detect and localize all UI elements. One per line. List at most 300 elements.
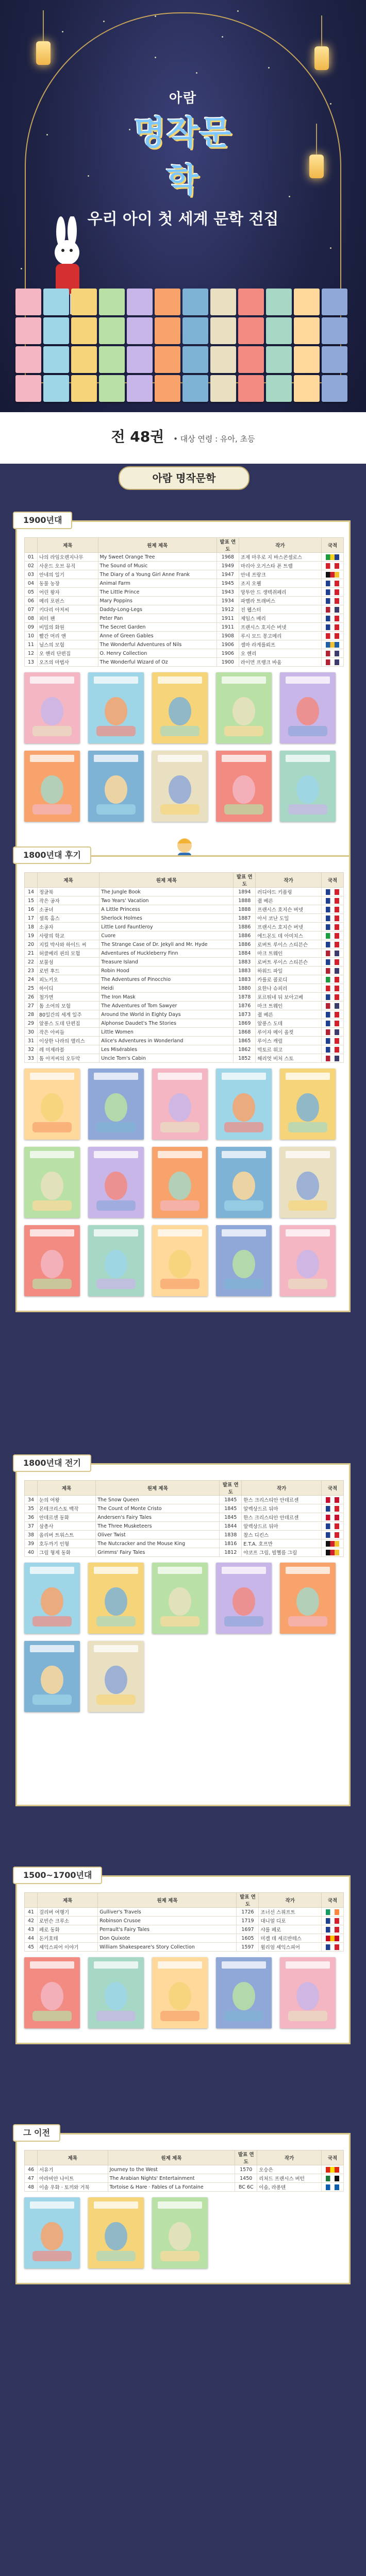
nationality (322, 1934, 344, 1943)
author: 조제 마우로 지 바스콘셀로스 (239, 553, 321, 562)
book-cover-thumbnail (155, 346, 180, 373)
flag-icon (326, 1038, 339, 1044)
original-title: Journey to the West (108, 2165, 235, 2174)
flag-icon (326, 907, 339, 912)
book-number: 28 (25, 1010, 38, 1019)
nationality (322, 984, 344, 993)
logo-text: 명작문학 (134, 114, 232, 200)
publication-year: 1845 (220, 1513, 242, 1522)
era-section-title: 1900년대 (13, 512, 72, 529)
author: 라이먼 프랭크 바움 (239, 658, 321, 667)
nationality (322, 1522, 344, 1531)
book-cover (24, 751, 80, 822)
flag-icon (326, 1056, 339, 1061)
publication-year: 1883 (234, 975, 256, 984)
book-title: 걸리버 여행기 (38, 1908, 98, 1917)
nationality (322, 658, 344, 667)
book-title: 키다리 아저씨 (38, 605, 98, 614)
book-cover-thumbnail (155, 317, 180, 344)
book-number: 45 (25, 1943, 38, 1952)
publication-year: 1911 (217, 614, 239, 623)
original-title: Robin Hood (99, 967, 234, 975)
book-cover-thumbnail (210, 375, 236, 402)
author: 프랜시스 호지슨 버넷 (256, 923, 322, 931)
column-header: 원제 제목 (108, 2150, 235, 2165)
book-cover-thumbnail (322, 317, 347, 344)
book-cover (152, 2197, 208, 2268)
book-title: 닐스의 모험 (38, 640, 98, 649)
flag-icon (326, 951, 339, 956)
author: 마크 트웨인 (256, 949, 322, 958)
author: 대니얼 디포 (259, 1917, 322, 1925)
author: 러디야드 키플링 (256, 888, 322, 896)
book-cover (88, 751, 144, 822)
publication-year: 1697 (237, 1925, 259, 1934)
flag-icon (326, 1523, 339, 1529)
flag-icon (326, 598, 339, 604)
book-cover (216, 1957, 272, 2028)
book-cover-thumbnail (266, 375, 292, 402)
book-cover-thumbnail (71, 375, 97, 402)
book-title: 오 헨리 단편집 (38, 649, 98, 658)
publication-year: 1912 (217, 605, 239, 614)
book-title: 메리 포핀스 (38, 597, 98, 605)
table-row (25, 605, 344, 614)
publication-year: 1894 (234, 888, 256, 896)
book-title: 이솝 우화 · 토끼와 거북 (38, 2183, 108, 2192)
flag-icon (326, 1550, 339, 1555)
book-list-table (24, 1892, 344, 1952)
author: 로버트 루이스 스티븐슨 (256, 940, 322, 949)
table-row (25, 649, 344, 658)
nationality (322, 1531, 344, 1539)
book-list-table (24, 537, 344, 667)
book-title: 돈키호테 (38, 1934, 98, 1943)
book-title: 허클베리 핀의 모험 (38, 949, 99, 958)
author: 마리아 오거스타 폰 트랩 (239, 562, 321, 570)
publication-year: 1884 (234, 949, 256, 958)
book-cover (88, 1069, 144, 1140)
flag-icon (326, 986, 339, 991)
book-number: 19 (25, 931, 38, 940)
star-icon (268, 67, 270, 69)
publication-year: 1911 (217, 623, 239, 632)
book-number: 23 (25, 967, 38, 975)
publication-year: 1812 (220, 1548, 242, 1557)
era-section-title: 1800년대 전기 (13, 1454, 91, 1472)
column-header: 국적 (322, 2150, 344, 2165)
table-header-row (25, 538, 344, 553)
book-cover (152, 751, 208, 822)
author: 요한나 슈피리 (256, 984, 322, 993)
book-cover-thumbnail (322, 346, 347, 373)
book-number: 39 (25, 1539, 38, 1548)
book-title: 이상한 나라의 앨리스 (38, 1037, 99, 1045)
column-header: 발표 연도 (237, 1893, 259, 1908)
table-row (25, 914, 344, 923)
book-title: 작은 공자 (38, 896, 99, 905)
table-row (25, 940, 344, 949)
original-title: The Jungle Book (99, 888, 234, 896)
table-row (25, 562, 344, 570)
book-cover (216, 672, 272, 743)
era-section (15, 1458, 351, 1806)
publication-year: 1597 (237, 1943, 259, 1952)
book-cover-thumbnail (266, 317, 292, 344)
nationality (322, 1908, 344, 1917)
star-icon (330, 103, 331, 105)
book-number: 37 (25, 1522, 38, 1531)
book-number: 21 (25, 949, 38, 958)
book-cover-thumbnail (15, 346, 41, 373)
table-row (25, 905, 344, 914)
book-cover-thumbnail (238, 346, 264, 373)
book-cover-thumbnail (15, 317, 41, 344)
book-cover (216, 1069, 272, 1140)
book-number: 22 (25, 958, 38, 967)
book-title: 페로 동화 (38, 1925, 98, 1934)
publication-year: 1906 (217, 649, 239, 658)
original-title: Around the World in Eighty Days (99, 1010, 234, 1019)
flag-icon (326, 651, 339, 656)
book-cover (88, 1563, 144, 1634)
book-title: 셜록 홈스 (38, 914, 99, 923)
author: 빅토르 위고 (256, 1045, 322, 1054)
book-number: 31 (25, 1037, 38, 1045)
book-number: 27 (25, 1002, 38, 1010)
book-cover-thumbnail (294, 317, 320, 344)
book-title: 빨간 머리 앤 (38, 632, 98, 640)
author: 조지 오웰 (239, 579, 321, 588)
author: 로버트 루이스 스티븐슨 (256, 958, 322, 967)
book-cover-thumbnail (155, 375, 180, 402)
table-row (25, 2165, 344, 2174)
book-cover-thumbnail (43, 346, 69, 373)
original-title: The Snow Queen (96, 1496, 220, 1504)
nationality (322, 923, 344, 931)
original-title: Alphonse Daudet's The Stories (99, 1019, 234, 1028)
book-cover (280, 1147, 336, 1218)
book-title: 소공녀 (38, 905, 99, 914)
book-cover-thumbnail (238, 375, 264, 402)
book-title: 사운드 오브 뮤직 (38, 562, 98, 570)
book-number: 25 (25, 984, 38, 993)
book-title: 피노키오 (38, 975, 99, 984)
publication-year: 1852 (234, 1054, 256, 1063)
book-number: 34 (25, 1496, 38, 1504)
table-header-row (25, 873, 344, 888)
original-title: Mary Poppins (98, 597, 217, 605)
book-number: 03 (25, 570, 38, 579)
column-header (25, 1481, 38, 1496)
book-title: 정글북 (38, 888, 99, 896)
table-row (25, 1917, 344, 1925)
book-number: 13 (25, 658, 38, 667)
table-row (25, 597, 344, 605)
book-title: 알퐁스 도데 단편집 (38, 1019, 99, 1028)
star-icon (330, 247, 331, 249)
star-icon (155, 57, 156, 58)
book-title: 비밀의 화원 (38, 623, 98, 632)
flag-icon (326, 554, 339, 560)
flag-icon (326, 581, 339, 586)
column-header: 국적 (322, 538, 344, 553)
original-title: Heidi (99, 984, 234, 993)
nationality (322, 1045, 344, 1054)
book-cover-thumbnail (127, 375, 153, 402)
book-number: 42 (25, 1917, 38, 1925)
nationality (322, 1496, 344, 1504)
flag-icon (326, 1918, 339, 1924)
nationality (322, 623, 344, 632)
book-cover (152, 1225, 208, 1296)
table-row (25, 958, 344, 967)
nationality (322, 562, 344, 570)
book-title: 피터 팬 (38, 614, 98, 623)
publication-year: 1869 (234, 1019, 256, 1028)
book-cover-thumbnail (43, 317, 69, 344)
table-row (25, 1934, 344, 1943)
book-cover-thumbnail (210, 317, 236, 344)
book-title: 오즈의 마법사 (38, 658, 98, 667)
book-cover-thumbnail (43, 375, 69, 402)
series-logo (119, 88, 247, 201)
nationality (322, 1943, 344, 1952)
nationality (322, 1037, 344, 1045)
table-row (25, 1045, 344, 1054)
nationality (322, 940, 344, 949)
author: 샤를 페로 (259, 1925, 322, 1934)
publication-year: 1900 (217, 658, 239, 667)
column-header: 작가 (239, 538, 321, 553)
publication-year: 1908 (217, 632, 239, 640)
author: 해리엇 비처 스토 (256, 1054, 322, 1063)
column-header: 발표 연도 (220, 1481, 242, 1496)
book-cover (24, 1069, 80, 1140)
publication-year: 1845 (220, 1496, 242, 1504)
table-row (25, 1539, 344, 1548)
book-cover (24, 1563, 80, 1634)
table-row (25, 1054, 344, 1063)
original-title: Adventures of Huckleberry Finn (99, 949, 234, 958)
nationality (322, 1019, 344, 1028)
publication-year: 1862 (234, 1045, 256, 1054)
book-title: 그림 형제 동화 (38, 1548, 96, 1557)
publication-year: 1868 (234, 1028, 256, 1037)
original-title: The Arabian Nights' Entertainment (108, 2174, 235, 2183)
flag-icon (326, 2184, 339, 2190)
nationality (322, 949, 344, 958)
original-title: The Wonderful Wizard of Oz (98, 658, 217, 667)
era-section (15, 2128, 351, 2284)
book-cover (88, 1641, 144, 1712)
table-row (25, 931, 344, 940)
book-title: 톰 아저씨의 오두막 (38, 1054, 99, 1063)
original-title: The Three Musketeers (96, 1522, 220, 1531)
flag-icon (326, 2176, 339, 2181)
original-title: Robinson Crusoe (98, 1917, 237, 1925)
publication-year: 1886 (234, 940, 256, 949)
book-cover-thumbnail (182, 289, 208, 315)
book-cover-thumbnail (99, 375, 125, 402)
star-icon (103, 21, 105, 22)
book-cover-grid (24, 2197, 344, 2276)
book-number: 32 (25, 1045, 38, 1054)
original-title: The Adventures of Tom Sawyer (99, 1002, 234, 1010)
table-row (25, 640, 344, 649)
star-icon (88, 175, 89, 177)
original-title: William Shakespeare's Story Collection (98, 1943, 237, 1952)
original-title: The Nutcracker and the Mouse King (96, 1539, 220, 1548)
column-header: 제목 (38, 538, 98, 553)
book-cover-thumbnail (294, 346, 320, 373)
flag-icon (326, 2167, 339, 2173)
book-cover (152, 1069, 208, 1140)
lantern-icon (309, 155, 324, 178)
nationality (322, 553, 344, 562)
publication-year: 1968 (217, 553, 239, 562)
lantern-icon (36, 41, 51, 65)
book-cover (280, 751, 336, 822)
table-row (25, 896, 344, 905)
star-icon (222, 36, 223, 38)
original-title: The Strange Case of Dr. Jekyll and Mr. Hyde (99, 940, 234, 949)
era-section-title: 1800년대 후기 (13, 846, 91, 864)
publication-year: 1719 (237, 1917, 259, 1925)
table-row (25, 1943, 344, 1952)
flag-icon (326, 616, 339, 621)
book-cover-grid (24, 1563, 344, 1798)
original-title: The Iron Mask (99, 993, 234, 1002)
book-cover (24, 672, 80, 743)
nationality (322, 2183, 344, 2192)
book-number: 12 (25, 649, 38, 658)
book-cover (280, 1957, 336, 2028)
book-cover (216, 1563, 272, 1634)
author: 포르튀네 뒤 보아고베 (256, 993, 322, 1002)
table-row (25, 888, 344, 896)
book-title: 지킬 박사와 하이드 씨 (38, 940, 99, 949)
book-cover (88, 2197, 144, 2268)
author: 카를로 콜로디 (256, 975, 322, 984)
publication-year: 1873 (234, 1010, 256, 1019)
book-cover (24, 1641, 80, 1712)
book-number: 17 (25, 914, 38, 923)
book-number: 36 (25, 1513, 38, 1522)
book-cover-thumbnail (266, 289, 292, 315)
nationality (322, 1028, 344, 1037)
author: 한스 크리스티안 안데르센 (242, 1496, 322, 1504)
column-header: 작가 (259, 1893, 322, 1908)
book-cover-grid (24, 1957, 344, 2036)
original-title: Little Lord Fauntleroy (99, 923, 234, 931)
book-title: 80일간의 세계 일주 (38, 1010, 99, 1019)
publication-year: 1934 (217, 597, 239, 605)
column-header: 원제 제목 (98, 1893, 237, 1908)
book-title: 눈의 여왕 (38, 1496, 96, 1504)
flag-icon (326, 589, 339, 595)
book-cover (88, 1225, 144, 1296)
book-cover-thumbnail (71, 289, 97, 315)
publication-year: 1947 (217, 570, 239, 579)
book-title: 로빈슨 크루소 (38, 1917, 98, 1925)
book-cover (280, 672, 336, 743)
book-cover-thumbnail (71, 346, 97, 373)
table-row (25, 1513, 344, 1522)
table-row (25, 2174, 344, 2183)
author: 이솝, 라퐁텐 (257, 2183, 322, 2192)
flag-icon (326, 1515, 339, 1520)
flag-icon (326, 572, 339, 578)
nationality (322, 958, 344, 967)
table-row (25, 1028, 344, 1037)
nationality (322, 579, 344, 588)
table-row (25, 1002, 344, 1010)
nationality (322, 2165, 344, 2174)
column-header: 발표 연도 (217, 538, 239, 553)
flag-icon (326, 1012, 339, 1018)
nationality (322, 632, 344, 640)
book-number: 08 (25, 614, 38, 623)
author: 파멜라 트래버스 (239, 597, 321, 605)
book-cover (280, 1069, 336, 1140)
original-title: Les Misérables (99, 1045, 234, 1054)
book-title: 하이디 (38, 984, 99, 993)
author: 쥘 베른 (256, 896, 322, 905)
table-row (25, 1908, 344, 1917)
column-header: 국적 (322, 1893, 344, 1908)
book-cover (152, 1147, 208, 1218)
nationality (322, 931, 344, 940)
original-title: Two Years' Vacation (99, 896, 234, 905)
book-cover-thumbnail (294, 289, 320, 315)
book-number: 02 (25, 562, 38, 570)
column-header: 발표 연도 (235, 2150, 257, 2165)
column-header (25, 873, 38, 888)
author: 알렉상드르 뒤마 (242, 1522, 322, 1531)
original-title: Alice's Adventures in Wonderland (99, 1037, 234, 1045)
book-cover-thumbnail (15, 289, 41, 315)
author: 야코프 그림, 빌헬름 그림 (242, 1548, 322, 1557)
book-cover (88, 672, 144, 743)
book-title: 몬테크리스토 백작 (38, 1504, 96, 1513)
book-title: 어린 왕자 (38, 588, 98, 597)
target-age: • 대상 연령 : 유아, 초등 (173, 434, 255, 444)
original-title: The Diary of a Young Girl Anne Frank (98, 570, 217, 579)
table-row (25, 1531, 344, 1539)
original-title: Daddy-Long-Legs (98, 605, 217, 614)
column-header: 제목 (38, 2150, 108, 2165)
book-title: 보물섬 (38, 958, 99, 967)
author: 찰스 디킨스 (242, 1531, 322, 1539)
book-number: 40 (25, 1548, 38, 1557)
book-cover-thumbnail (238, 289, 264, 315)
flag-icon (326, 607, 339, 613)
book-cover-thumbnail (266, 346, 292, 373)
book-title: 셰익스피어 이야기 (38, 1943, 98, 1952)
book-cover (88, 1147, 144, 1218)
book-title: 올리버 트위스트 (38, 1531, 96, 1539)
book-cover (152, 1957, 208, 2028)
book-number: 07 (25, 605, 38, 614)
nationality (322, 588, 344, 597)
book-title: 호두까기 인형 (38, 1539, 96, 1548)
flag-icon (326, 898, 339, 904)
column-header: 국적 (322, 873, 344, 888)
original-title: Anne of Green Gables (98, 632, 217, 640)
flag-icon (326, 563, 339, 569)
author: 리처드 프랜시스 버턴 (257, 2174, 322, 2183)
